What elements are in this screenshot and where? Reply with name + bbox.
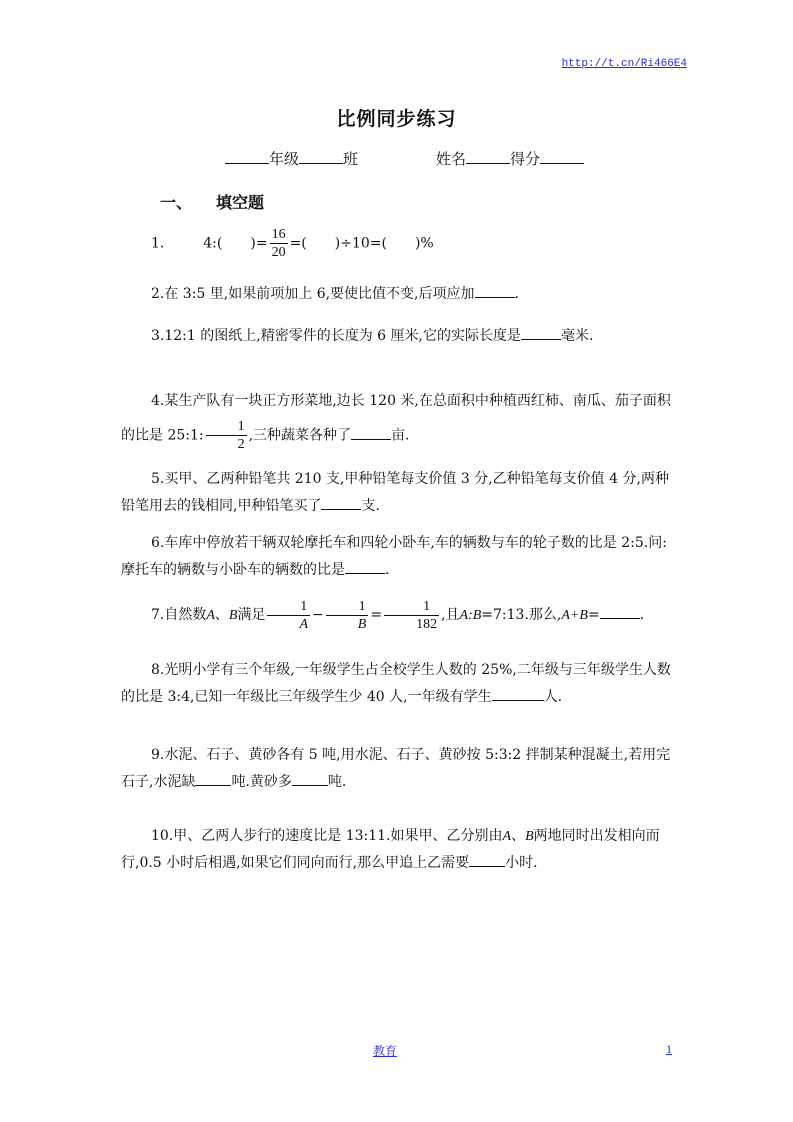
q2-text: 2.在 3:5 里,如果前项加上 6,要使比值不变,后项应加 bbox=[151, 286, 475, 302]
question-6 bbox=[121, 530, 677, 584]
question-1 bbox=[151, 226, 707, 261]
q7-f2-denominator: B bbox=[357, 616, 367, 632]
q4-answer-blank[interactable] bbox=[351, 425, 391, 440]
q10-var-b: B bbox=[525, 829, 534, 844]
score-blank[interactable] bbox=[540, 149, 584, 164]
class-label: 班 bbox=[343, 150, 359, 168]
q7-f1-denominator: A bbox=[299, 616, 309, 632]
q7-end: . bbox=[639, 607, 645, 623]
q7-text-1: 7.自然数 bbox=[151, 607, 207, 623]
section-number: 一、 bbox=[160, 193, 193, 212]
q9-answer-blank-2[interactable] bbox=[292, 771, 328, 786]
grade-blank[interactable] bbox=[225, 149, 269, 164]
question-9 bbox=[121, 742, 677, 796]
header-url-link[interactable]: http://t.cn/Ri466E4 bbox=[561, 58, 687, 70]
q4-fraction-numerator: 1 bbox=[206, 418, 247, 436]
q3-text: 3.12:1 的图纸上,精密零件的长度为 6 厘米,它的实际长度是 bbox=[151, 328, 521, 344]
q7-text-5: = bbox=[587, 607, 600, 623]
q8-text: 8.光明小学有三个年级,一年级学生占全校学生人数的 25%,二年级与三年级学生人数的比是 3:4,已知一年级比三年级学生少 40 人,一年级有学生 bbox=[121, 662, 671, 705]
q9-text-mid: 吨.黄砂多 bbox=[231, 774, 292, 790]
q5-answer-blank[interactable] bbox=[321, 495, 361, 510]
q4-end: 亩. bbox=[391, 427, 410, 444]
question-2 bbox=[121, 281, 677, 308]
q1-number: 1. bbox=[151, 235, 165, 252]
student-info-line bbox=[225, 148, 584, 169]
q8-end: 人. bbox=[543, 689, 563, 705]
q10-sep: 、 bbox=[511, 828, 526, 844]
q2-end: . bbox=[514, 286, 519, 302]
q2-answer-blank[interactable] bbox=[475, 283, 515, 298]
q10-answer-blank[interactable] bbox=[469, 852, 505, 867]
q4-text-2: ,三种蔬菜各种了 bbox=[248, 427, 352, 444]
question-10 bbox=[121, 823, 677, 877]
q7-ratio: A:B bbox=[459, 608, 482, 623]
q1-text-d: )÷10=( bbox=[334, 235, 387, 252]
q1-text-c: =( bbox=[289, 235, 307, 252]
q10-text-2: 两地同时出发相向而行,0.5 小时后相遇,如果它们同向而行,那么甲追上乙需要 bbox=[121, 828, 660, 871]
q4-text: 4.某生产队有一块正方形菜地,边长 120 米,在总面积中种植西红柿、南瓜、茄子面积的比是 25:1: bbox=[121, 393, 671, 444]
section-heading bbox=[160, 190, 264, 213]
q10-text-1: 10.甲、乙两人步行的速度比是 13:11.如果甲、乙分别由 bbox=[151, 828, 503, 844]
q7-var-a: A bbox=[206, 608, 215, 623]
q7-sep: 、 bbox=[214, 607, 229, 623]
grade-label: 年级 bbox=[269, 150, 300, 168]
q7-f1-numerator: 1 bbox=[267, 598, 310, 616]
q7-text-4: =7:13.那么, bbox=[481, 607, 562, 623]
page-title: 比例同步练习 bbox=[336, 108, 457, 130]
q3-end: 毫米. bbox=[560, 328, 594, 344]
q10-var-a: A bbox=[502, 829, 512, 844]
q5-text: 5.买甲、乙两种铅笔共 210 支,甲种铅笔每支价值 3 分,乙种铅笔每支价值 4 分,两种铅笔用去的钱相同,甲种铅笔买了 bbox=[121, 471, 669, 514]
q7-text-3: ,且 bbox=[441, 607, 460, 623]
q9-answer-blank-1[interactable] bbox=[195, 771, 231, 786]
q7-var-b: B bbox=[228, 608, 238, 623]
page-number: 1 bbox=[666, 1042, 672, 1056]
question-4 bbox=[121, 384, 677, 453]
name-blank[interactable] bbox=[466, 149, 510, 164]
q4-fraction bbox=[206, 418, 247, 453]
q7-fraction-2 bbox=[326, 598, 369, 633]
q6-text: 6.车库中停放若干辆双轮摩托车和四轮小卧车,车的辆数与车的轮子数的比是 2:5.问:摩托车的辆数与小卧车的辆数的比是 bbox=[121, 535, 667, 578]
name-label: 姓名 bbox=[436, 150, 467, 168]
q1-text-e: )% bbox=[414, 235, 434, 252]
q1-fraction bbox=[270, 226, 288, 261]
q7-minus: − bbox=[312, 607, 324, 623]
question-5 bbox=[121, 466, 677, 520]
question-7 bbox=[121, 596, 677, 635]
q4-fraction-denominator: 2 bbox=[237, 437, 245, 452]
score-label: 得分 bbox=[510, 150, 541, 168]
q7-answer-blank[interactable] bbox=[600, 604, 640, 619]
q5-end: 支. bbox=[361, 498, 380, 514]
q7-fraction-1 bbox=[267, 598, 310, 633]
q7-equals: = bbox=[370, 607, 383, 623]
section-title: 填空题 bbox=[216, 193, 265, 212]
q7-text-2: 满足 bbox=[237, 607, 266, 623]
q9-end: 吨. bbox=[327, 774, 347, 790]
class-blank[interactable] bbox=[299, 149, 343, 164]
q1-fraction-denominator: 20 bbox=[271, 245, 286, 260]
q8-answer-blank[interactable] bbox=[492, 686, 544, 701]
q7-fraction-3 bbox=[384, 598, 439, 633]
q6-end: . bbox=[385, 562, 390, 578]
q3-answer-blank[interactable] bbox=[521, 325, 561, 340]
q9-text: 9.水泥、石子、黄砂各有 5 吨,用水泥、石子、黄砂按 5:3:2 拌制某种混凝土,若用完石子,水泥缺 bbox=[121, 747, 671, 790]
q7-sum: A+B bbox=[561, 608, 588, 623]
q7-f2-numerator: 1 bbox=[326, 598, 369, 616]
question-8 bbox=[121, 657, 677, 711]
q1-text-b: )= bbox=[250, 235, 268, 252]
q1-fraction-numerator: 16 bbox=[271, 227, 286, 242]
question-3 bbox=[121, 323, 677, 350]
q7-f3-numerator: 1 bbox=[384, 598, 439, 616]
q10-end: 小时. bbox=[505, 855, 538, 871]
footer-link[interactable]: 教育 bbox=[373, 1044, 398, 1058]
q1-text-a: 4:( bbox=[203, 235, 223, 252]
q6-answer-blank[interactable] bbox=[345, 559, 385, 574]
q7-f3-denominator: 182 bbox=[416, 616, 438, 632]
